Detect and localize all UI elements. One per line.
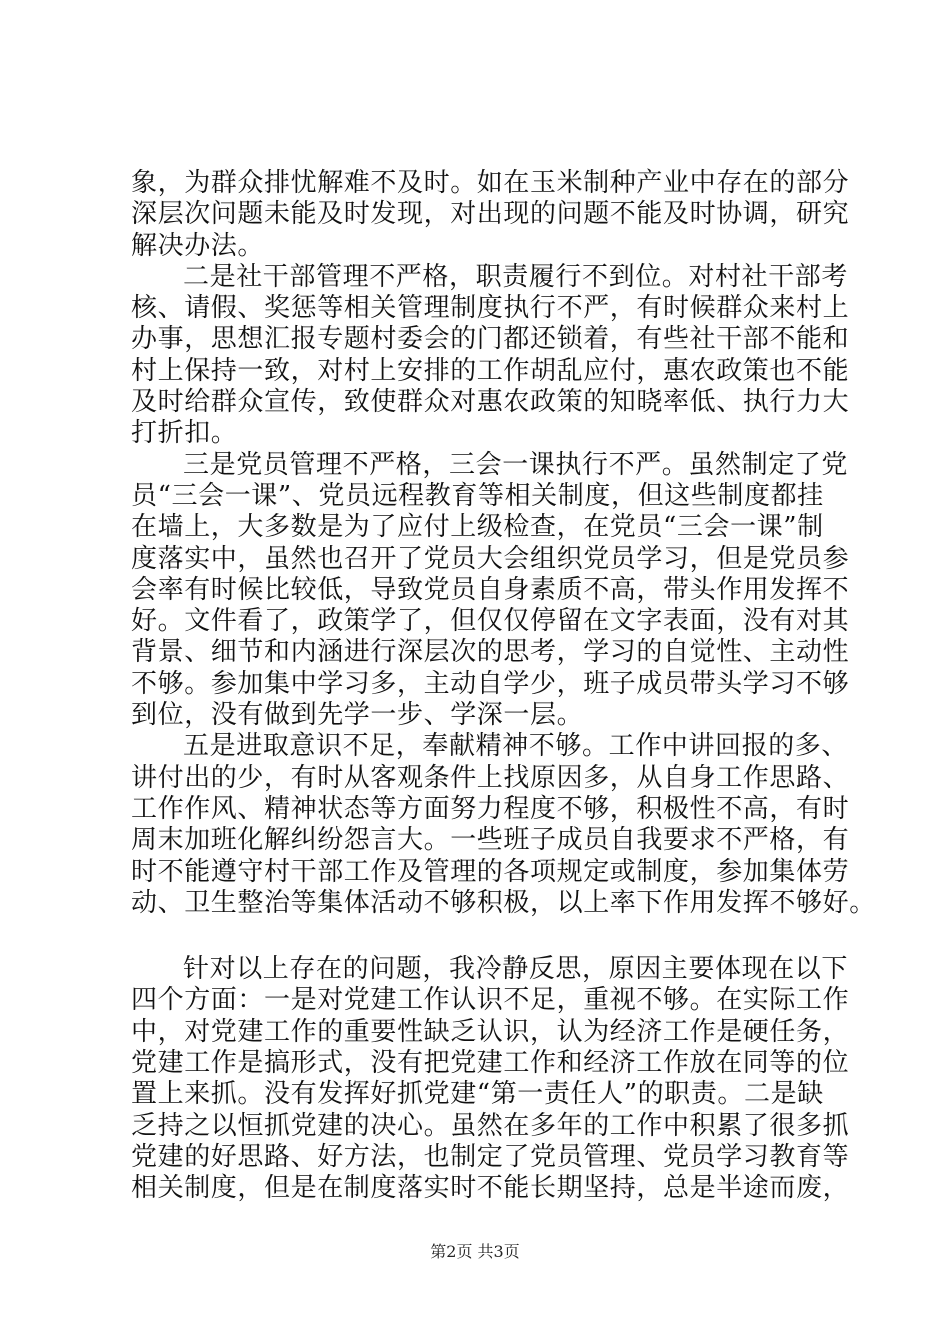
text-line: 三是党员管理不严格，三会一课执行不严。虽然制定了党 xyxy=(183,449,849,480)
text-line: 五是进取意识不足，奉献精神不够。工作中讲回报的多、 xyxy=(183,731,849,762)
text-line: 深层次问题未能及时发现，对出现的问题不能及时协调，研究 xyxy=(131,199,850,230)
paragraph-p4 xyxy=(131,731,876,919)
text-line: 在墙上，大多数是为了应付上级检查，在党员“三会一课”制 xyxy=(131,512,824,543)
text-line: 乏持之以恒抓党建的决心。虽然在多年的工作中积累了很多抓 xyxy=(131,1110,850,1141)
text-line: 好。文件看了，政策学了，但仅仅停留在文字表面，没有对其 xyxy=(131,606,850,637)
text-line: 背景、细节和内涵进行深层次的思考，学习的自觉性、主动性 xyxy=(131,637,850,668)
text-line: 工作作风、精神状态等方面努力程度不够，积极性不高，有时 xyxy=(131,793,850,824)
text-line: 四个方面：一是对党建工作认识不足，重视不够。在实际工作 xyxy=(131,985,850,1016)
text-line: 针对以上存在的问题，我冷静反思，原因主要体现在以下 xyxy=(183,954,849,985)
text-line: 周末加班化解纠纷怨言大。一些班子成员自我要求不严格，有 xyxy=(131,825,850,856)
text-line: 打折扣。 xyxy=(131,418,238,449)
text-line: 核、请假、奖惩等相关管理制度执行不严，有时候群众来村上 xyxy=(131,293,850,324)
text-line: 象，为群众排忧解难不及时。如在玉米制种产业中存在的部分 xyxy=(131,168,850,198)
text-line: 相关制度，但是在制度落实时不能长期坚持，总是半途而废， xyxy=(131,1173,850,1204)
text-line: 会率有时候比较低，导致党员自身素质不高，带头作用发挥不 xyxy=(131,574,850,605)
document-body xyxy=(131,168,876,1205)
paragraph-p5 xyxy=(131,954,850,1204)
text-line: 时不能遵守村干部工作及管理的各项规定或制度，参加集体劳 xyxy=(131,856,850,887)
text-line: 动、卫生整治等集体活动不够积极，以上率下作用发挥不够好。 xyxy=(131,887,876,918)
paragraph-p2 xyxy=(131,261,850,450)
page-footer: 第2页 共3页 xyxy=(430,1242,520,1261)
text-line: 讲付出的少，有时从客观条件上找原因多，从自身工作思路、 xyxy=(131,762,850,793)
text-line: 不够。参加集中学习多，主动自学少，班子成员带头学习不够 xyxy=(131,668,850,699)
paragraph-p3 xyxy=(131,449,850,732)
text-line: 度落实中，虽然也召开了党员大会组织党员学习，但是党员参 xyxy=(131,543,850,574)
text-line: 办事，思想汇报专题村委会的门都还锁着，有些社干部不能和 xyxy=(131,324,850,355)
text-line: 党建工作是搞形式，没有把党建工作和经济工作放在同等的位 xyxy=(131,1048,850,1079)
text-line: 员“三会一课”、党员远程教育等相关制度，但这些制度都挂 xyxy=(131,480,824,511)
text-line: 解决办法。 xyxy=(131,230,265,261)
text-line: 二是社干部管理不严格，职责履行不到位。对村社干部考 xyxy=(183,261,849,292)
text-line: 到位，没有做到先学一步、学深一层。 xyxy=(131,700,584,731)
text-line: 置上来抓。没有发挥好抓党建“第一责任人”的职责。二是缺 xyxy=(131,1079,824,1110)
text-line: 党建的好思路、好方法，也制定了党员管理、党员学习教育等 xyxy=(131,1141,850,1172)
paragraph-gap xyxy=(131,919,831,954)
paragraph-p1 xyxy=(131,168,850,262)
text-line: 中，对党建工作的重要性缺乏认识，认为经济工作是硬任务， xyxy=(131,1016,850,1047)
text-line: 及时给群众宣传，致使群众对惠农政策的知晓率低、执行力大 xyxy=(131,387,850,418)
text-line: 村上保持一致，对村上安排的工作胡乱应付，惠农政策也不能 xyxy=(131,355,850,386)
